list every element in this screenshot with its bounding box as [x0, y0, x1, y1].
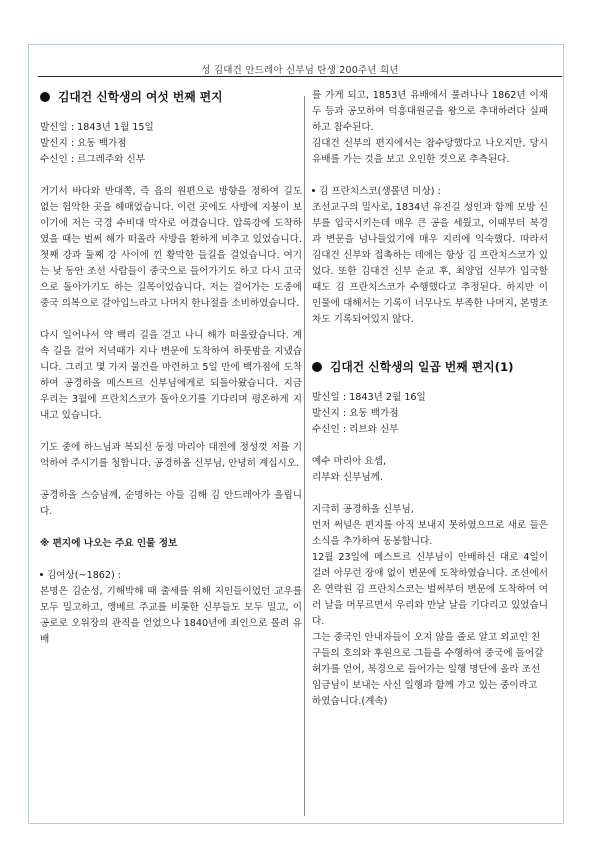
person1-text-right: 를 가게 되고, 1853년 유배에서 풀려나나 1862년 이재두 등과 공모하여 덕흥대원군을 왕으로 추대하려다 실패하고 참수된다. — [312, 90, 548, 133]
person1-text-right-2: 김대건 신부의 편지에서는 참수당했다고 나오지만, 당시 유배를 가는 것을 보고 오인한 것으로 추측된다. — [312, 138, 548, 165]
letter6-recipient: 수신인 : 르그레주와 신부 — [40, 154, 146, 165]
letter7-date: 발신일 : 1843년 2월 16일 — [312, 392, 426, 403]
letter6-paragraph: 거기서 바다와 반대쪽, 즉 읍의 원편으로 방향을 정하여 길도 없는 험악한 곳을 헤매었습니다. 이런 곳에도 사방에 지붕이 보이기에 저는 국경 수비대 막사로 여겼습니다. 압록강에 도착하였을 때는 벌써 해가 떠올라 사방을 환하게 비추고 있었습니다. 첫째 강과 둘째 강 사이에 낀 황막한 들길을 걸었습니다. 여기는 낮 동안 조선 사람들이 중국으로 들어가기도 하고 다시 고국으로 돌아가기도 하는 길목이었습니다. 저는 걸어가는 도중에 중국 의복으로 갈아입느라고 나머지 한나절을 소비하였습니다. — [40, 186, 302, 309]
letter6-closing: 공경하올 스승님께, 순명하는 아들 김해 김 안드레아가 올립니다. — [40, 490, 302, 517]
letter7-origin: 발신지 : 요동 백가점 — [312, 408, 399, 419]
person1-name-text: 김여상(~1862) : — [47, 570, 122, 581]
black-circle-icon — [40, 92, 50, 102]
letter6-date: 발신일 : 1843년 1월 15일 — [40, 122, 154, 133]
letter7-paragraph: 그는 중국인 안내자들이 오지 않을 줄로 알고 외교인 친구들의 호의와 후원으로 그들을 수행하여 중국에 들어갈 허가를 얻어, 북경으로 들어가는 일행 명단에 올라 조선임금님이 보내는 사신 일행과 함께 가고 있는 중이라고 하였습니다.(계속) — [312, 632, 544, 707]
letter6-heading-text: 김대건 신학생의 여섯 번째 편지 — [58, 90, 223, 104]
persons-section-label: ※ 편지에 나오는 주요 인물 정보 — [40, 538, 178, 549]
letter6-paragraph: 기도 중에 하느님과 복되신 동정 마리아 대전에 정성껏 저를 기억하여 주시기를 청합니다. 공경하올 신부님, 안녕히 계십시오. — [40, 442, 302, 469]
person1-name — [40, 568, 302, 584]
letter7-greeting: 예수 마리아 요셉, — [312, 456, 387, 467]
black-circle-icon — [312, 362, 322, 372]
letter6-paragraph: 다시 일어나서 약 백리 길을 걷고 나니 해가 떠올랐습니다. 계속 길을 걸어 저녁때가 지나 변문에 도착하여 하룻밤을 지냈습니다. 그리고 몇 가지 물건을 마련하고 5일 만에 백가점에 도착하여 공경하올 메스트르 신부님에게로 되돌아왔습니다. 지금 우리는 3월에 프란치스코가 돌아오기를 기다리며 평온하게 지내고 있습니다. — [40, 330, 302, 421]
bullet-dot-icon — [312, 189, 315, 192]
letter7-heading — [312, 358, 548, 376]
letter7-greeting: 리부와 신부님께. — [312, 472, 383, 483]
letter7-heading-text: 김대건 신학생의 일곱 번째 편지(1) — [330, 360, 514, 374]
letter6-origin: 발신지 : 요동 백가점 — [40, 138, 127, 149]
person1-text-left: 본명은 김순성, 기해박해 때 출세를 위해 지인들이었던 교우를 모두 밀고하고, 앵베르 주교를 비롯한 신부들도 모두 밀고, 이 공로로 오위장의 관직을 얻었으나 1840년에 죄인으로 몰려 유배 — [40, 586, 302, 645]
person2-text: 조선교구의 밀사로, 1834년 유진길 성인과 함께 모방 신부를 입국시키는데 매우 큰 공을 세웠고, 이때부터 북경과 변문을 넘나들었기에 매우 지리에 익숙했다. 따라서 김대건 신부와 접촉하는 데에는 항상 김 프란치스코가 있었다. 또한 김대건 신부 순교 후, 최양업 신부가 입국할 때도 김 프란치스코가 수행했다고 추정된다. 하지만 이 인물에 대해서는 기록이 너무나도 부족한 나머지, 본명조차도 기록되어있지 않다. — [312, 202, 548, 325]
header-rule — [38, 76, 562, 77]
letter7-paragraph: 지극히 공경하올 신부님, — [312, 504, 414, 515]
letter7-recipient: 수신인 : 리브와 신부 — [312, 424, 399, 435]
column-divider — [304, 96, 305, 816]
bullet-dot-icon — [40, 573, 43, 576]
person2-name — [312, 184, 548, 200]
right-column — [312, 88, 548, 710]
letter7-paragraph: 12월 23일에 메스트르 신부님이 안배하신 대로 4일이 걸려 아무런 장애 없이 변문에 도착하였습니다. 조선에서 온 연락원 김 프란치스코는 벌써부터 변문에 도착하여 여러 날을 머무르면서 우리와 만날 날을 기다리고 있었습니다. — [312, 552, 548, 627]
left-column — [40, 88, 302, 648]
letter6-heading — [40, 88, 302, 106]
person2-name-text: 김 프란치스코(생몰년 미상) : — [319, 186, 441, 197]
page-header-title: 성 김대건 안드레아 신부님 탄생 200주년 희년 — [201, 65, 399, 76]
letter7-paragraph: 먼저 써널은 편지를 아직 보내지 못하였으므로 새로 들은 소식을 추가하여 동봉합니다. — [312, 520, 548, 547]
